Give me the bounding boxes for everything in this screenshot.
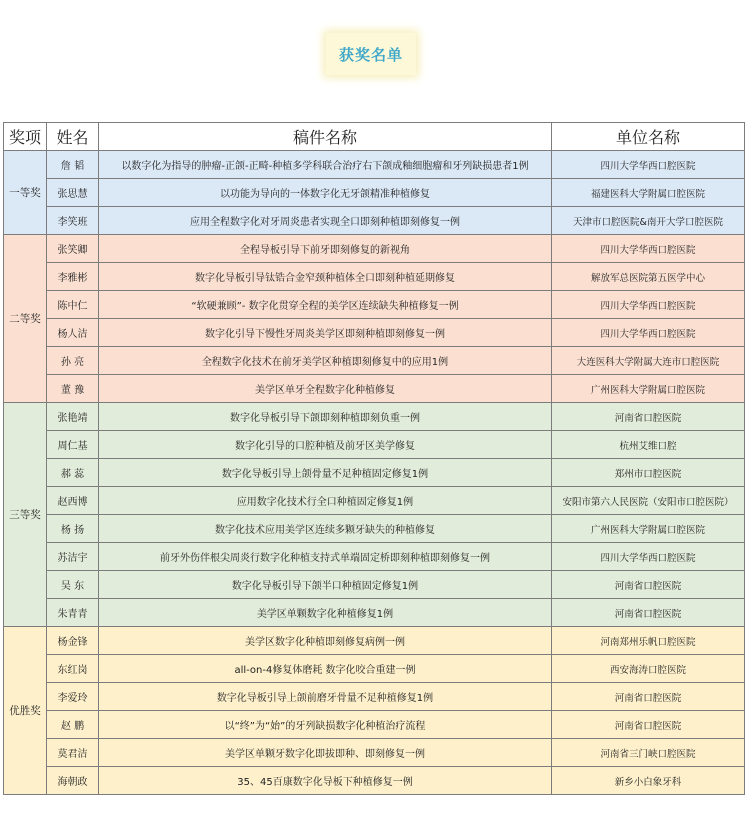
unit-cell: 广州医科大学附属口腔医院	[552, 515, 745, 543]
manuscript-cell: 以功能为导向的一体数字化无牙颌精准种植修复	[99, 179, 552, 207]
table-row	[4, 711, 745, 739]
manuscript-cell: 全程导板引导下前牙即刻修复的新视角	[99, 235, 552, 263]
unit-cell: 四川大学华西口腔医院	[552, 543, 745, 571]
table-row	[4, 431, 745, 459]
table-row	[4, 655, 745, 683]
manuscript-cell: 数字化引导的口腔种植及前牙区美学修复	[99, 431, 552, 459]
manuscript-cell: 数字化导板引导下颌半口种植固定修复1例	[99, 571, 552, 599]
name-cell: 赵西博	[47, 487, 99, 515]
manuscript-cell: 美学区单颗牙数字化即拔即种、即刻修复一例	[99, 739, 552, 767]
table-row	[4, 375, 745, 403]
table-row	[4, 151, 745, 179]
table-row	[4, 459, 745, 487]
name-cell: 东红岗	[47, 655, 99, 683]
name-cell: 海朝政	[47, 767, 99, 795]
unit-cell: 四川大学华西口腔医院	[552, 151, 745, 179]
unit-cell: 天津市口腔医院&南开大学口腔医院	[552, 207, 745, 235]
table-row	[4, 207, 745, 235]
unit-cell: 河南省口腔医院	[552, 711, 745, 739]
name-cell: 詹 韬	[47, 151, 99, 179]
table-row	[4, 515, 745, 543]
manuscript-cell: 前牙外伤伴根尖周炎行数字化种植支持式单端固定桥即刻种植即刻修复一例	[99, 543, 552, 571]
name-cell: 莫君洁	[47, 739, 99, 767]
unit-cell: 郑州市口腔医院	[552, 459, 745, 487]
name-cell: 周仁基	[47, 431, 99, 459]
name-cell: 苏洁宇	[47, 543, 99, 571]
table-row	[4, 683, 745, 711]
unit-cell: 四川大学华西口腔医院	[552, 235, 745, 263]
name-cell: 李爱玲	[47, 683, 99, 711]
manuscript-cell: 数字化导板引导上颌前磨牙骨量不足种植修复1例	[99, 683, 552, 711]
table-row	[4, 235, 745, 263]
manuscript-cell: 全程数字化技术在前牙美学区种植即刻修复中的应用1例	[99, 347, 552, 375]
award-cell: 三等奖	[4, 403, 47, 627]
award-cell: 二等奖	[4, 235, 47, 403]
table-row	[4, 627, 745, 655]
manuscript-cell: 数字化导板引导下颌即刻种植即刻负重一例	[99, 403, 552, 431]
unit-cell: 河南省口腔医院	[552, 683, 745, 711]
award-cell: 优胜奖	[4, 627, 47, 795]
unit-cell: 福建医科大学附属口腔医院	[552, 179, 745, 207]
manuscript-cell: 应用数字化技术行全口种植固定修复1例	[99, 487, 552, 515]
table-row	[4, 291, 745, 319]
table-row	[4, 263, 745, 291]
manuscript-cell: 35、45百康数字化导板下种植修复一例	[99, 767, 552, 795]
header-unit: 单位名称	[552, 123, 745, 151]
unit-cell: 杭州艾维口腔	[552, 431, 745, 459]
page-title: 获奖名单	[338, 45, 403, 64]
name-cell: 张笑卿	[47, 235, 99, 263]
name-cell: 张艳靖	[47, 403, 99, 431]
name-cell: 董 豫	[47, 375, 99, 403]
table-row	[4, 347, 745, 375]
manuscript-cell: 数字化引导下慢性牙周炎美学区即刻种植即刻修复一例	[99, 319, 552, 347]
name-cell: 杨人洁	[47, 319, 99, 347]
unit-cell: 新乡小白象牙科	[552, 767, 745, 795]
unit-cell: 河南郑州乐帆口腔医院	[552, 627, 745, 655]
table-row	[4, 487, 745, 515]
manuscript-cell: 数字化导板引导钛锆合金窄颈种植体全口即刻种植延期修复	[99, 263, 552, 291]
unit-cell: 四川大学华西口腔医院	[552, 319, 745, 347]
manuscript-cell: “软硬兼顾”- 数字化贯穿全程的美学区连续缺失种植修复一例	[99, 291, 552, 319]
name-cell: 李笑班	[47, 207, 99, 235]
name-cell: 杨 扬	[47, 515, 99, 543]
name-cell: 陈中仁	[47, 291, 99, 319]
table-row	[4, 571, 745, 599]
unit-cell: 安阳市第六人民医院（安阳市口腔医院）	[552, 487, 745, 515]
unit-cell: 广州医科大学附属口腔医院	[552, 375, 745, 403]
manuscript-cell: 美学区单牙全程数字化种植修复	[99, 375, 552, 403]
manuscript-cell: 美学区数字化种植即刻修复病例一例	[99, 627, 552, 655]
manuscript-cell: 美学区单颗数字化种植修复1例	[99, 599, 552, 627]
name-cell: 吴 东	[47, 571, 99, 599]
name-cell: 李雅彬	[47, 263, 99, 291]
manuscript-cell: 数字化导板引导上颌骨量不足种植固定修复1例	[99, 459, 552, 487]
header-name: 姓名	[47, 123, 99, 151]
table-row	[4, 599, 745, 627]
unit-cell: 解放军总医院第五医学中心	[552, 263, 745, 291]
name-cell: 赵 鹏	[47, 711, 99, 739]
manuscript-cell: 以数字化为指导的肿瘤-正颌-正畸-种植多学科联合治疗右下颌成釉细胞瘤和牙列缺损患者1例	[99, 151, 552, 179]
manuscript-cell: 数字化技术应用美学区连续多颗牙缺失的种植修复	[99, 515, 552, 543]
manuscript-cell: all-on-4修复体磨耗 数字化咬合重建一例	[99, 655, 552, 683]
table-row	[4, 319, 745, 347]
title-banner	[326, 33, 416, 75]
name-cell: 杨金锋	[47, 627, 99, 655]
table-row	[4, 543, 745, 571]
unit-cell: 河南省口腔医院	[552, 599, 745, 627]
table-body	[4, 151, 745, 795]
unit-cell: 河南省口腔医院	[552, 403, 745, 431]
table-row	[4, 179, 745, 207]
header-manuscript: 稿件名称	[99, 123, 552, 151]
award-cell: 一等奖	[4, 151, 47, 235]
header-award: 奖项	[4, 123, 47, 151]
unit-cell: 四川大学华西口腔医院	[552, 291, 745, 319]
unit-cell: 河南省三门峡口腔医院	[552, 739, 745, 767]
name-cell: 郝 蕊	[47, 459, 99, 487]
name-cell: 朱青青	[47, 599, 99, 627]
table-row	[4, 739, 745, 767]
name-cell: 孙 亮	[47, 347, 99, 375]
name-cell: 张思慧	[47, 179, 99, 207]
manuscript-cell: 应用全程数字化对牙周炎患者实现全口即刻种植即刻修复一例	[99, 207, 552, 235]
table-row	[4, 403, 745, 431]
award-table	[3, 122, 745, 795]
manuscript-cell: 以“终”为“始”的牙列缺损数字化种植治疗流程	[99, 711, 552, 739]
unit-cell: 河南省口腔医院	[552, 571, 745, 599]
unit-cell: 大连医科大学附属大连市口腔医院	[552, 347, 745, 375]
unit-cell: 西安海涛口腔医院	[552, 655, 745, 683]
table-row	[4, 767, 745, 795]
table-header	[4, 123, 745, 151]
